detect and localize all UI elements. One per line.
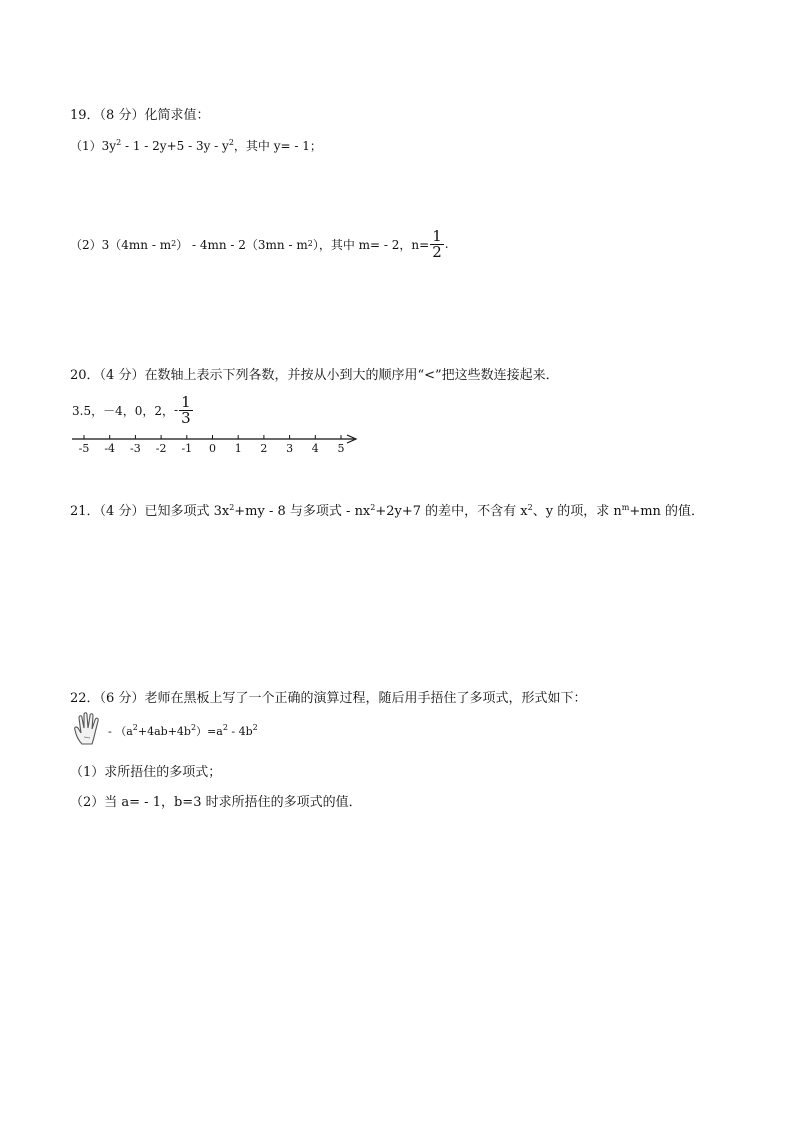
number-line-label: 2 [260, 442, 268, 455]
number-line-label: -5 [78, 442, 90, 455]
fraction-negative-one-third: - $\frac{1}{3}$ [174, 392, 191, 427]
q20-title: 20．（4 分）在数轴上表示下列各数，并按从小到大的顺序用“<”把这些数连接起来． [70, 368, 559, 383]
q19-part2: （2）3（4mn - m 2 ） - 4mn - 2（3mn - m 2 ），其中 m= - 2，n= $\frac{1}{2}$ . [70, 226, 449, 261]
number-line-label: -3 [130, 442, 141, 455]
q22-title: 22．（6 分）老师在黑板上写了一个正确的演算过程，随后用手捂住了多项式，形式如下： [70, 691, 587, 706]
hand-icon [72, 710, 108, 748]
number-line-label: 0 [209, 442, 216, 455]
number-line-labels [70, 442, 370, 458]
number-line-label: 1 [234, 442, 242, 455]
number-line-label: 4 [311, 442, 319, 455]
number-line-ticks [84, 435, 341, 439]
fraction-one-half: $\frac{1}{2}$ [432, 226, 442, 261]
q19-title: 19．（8 分）化简求值： [70, 108, 210, 123]
number-line-label: 3 [286, 442, 294, 455]
q22-equation: - $(a^2+4ab+4b^2)=a^2 - 4b^2$ [108, 723, 258, 738]
q19-part1: $(1)3y^2 - 1 - 2y+5 - 3y - y^2$，其中 y= - 1； [70, 138, 322, 153]
q21-text: 21．（4 分）已知多项式 $3x^2+my - 8$ 与多项式 - $nx^2+2y+7$ 的差中，不含有 $x^2$、y 的项，求 $n^m+mn$ 的值． [70, 503, 705, 519]
number-line-label: -4 [104, 442, 116, 455]
number-line-label: 5 [337, 442, 345, 455]
number-line-label: -1 [181, 442, 193, 455]
number-line-label: -2 [155, 442, 167, 455]
q22-part1: （1）求所捂住的多项式； [70, 765, 222, 780]
q22-part2: （2）当 a= - 1，b=3 时求所捂住的多项式的值． [70, 795, 362, 810]
q20-numbers: 3.5，－4，0，2， - $\frac{1}{3}$ [72, 392, 194, 428]
